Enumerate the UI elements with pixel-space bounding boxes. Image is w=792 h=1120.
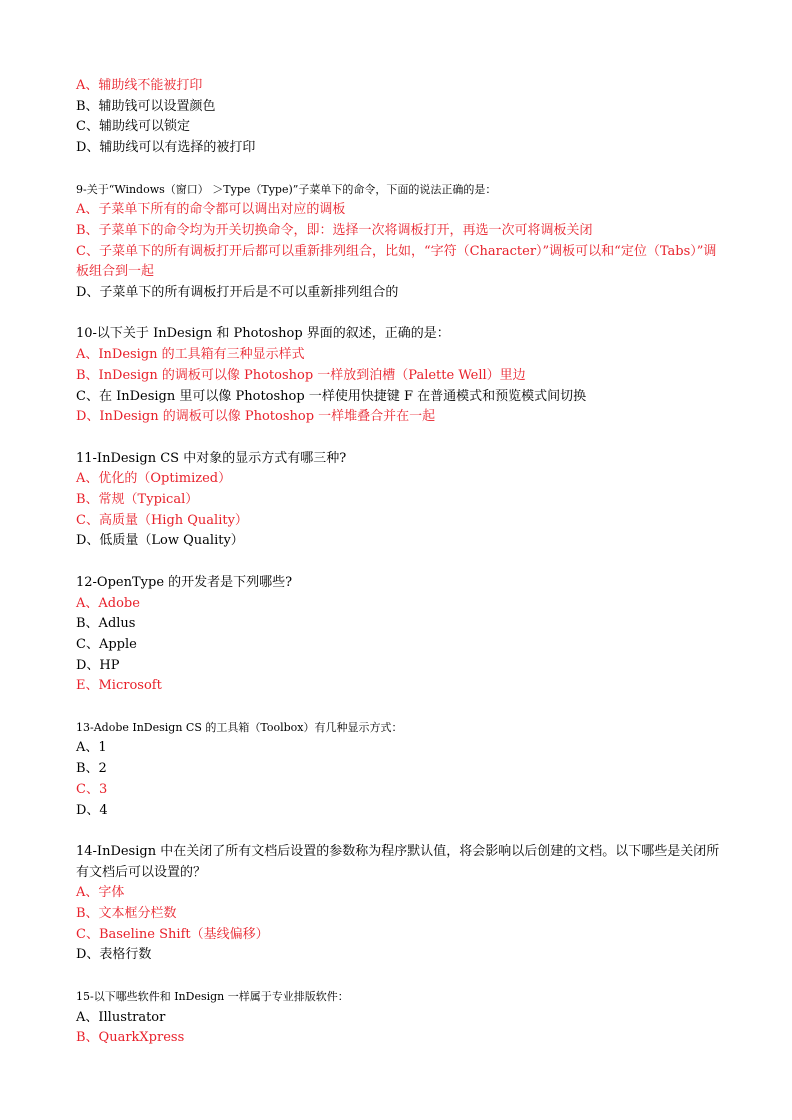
option-d: D、InDesign 的调板可以像 Photoshop 一样堆叠合并在一起 bbox=[76, 409, 436, 425]
option-c: C、Apple bbox=[76, 636, 137, 652]
option-a: A、1 bbox=[76, 740, 107, 756]
option-d: D、辅助线可以有选择的被打印 bbox=[76, 140, 256, 156]
document-page bbox=[76, 76, 726, 1049]
question-block-14 bbox=[76, 842, 726, 966]
question-9-text: 9-关于“Windows（窗口） ＞Type（Type)”子菜单下的命令，下面的说法正确的是： bbox=[76, 182, 497, 196]
option-a: A、优化的（Optimized） bbox=[76, 471, 232, 487]
question-block-12 bbox=[76, 573, 726, 697]
question-block-15 bbox=[76, 987, 726, 1049]
option-c: C、子菜单下的所有调板打开后都可以重新排列组合，比如，“字符（Character）”调板可以和“定位（Tabs）”调板组合到一起 bbox=[76, 243, 717, 280]
question-14-text: 14-InDesign 中在关闭了所有文档后设置的参数称为程序默认值，将会影响以后创建的文档。以下哪些是关闭所有文档后可以设置的？ bbox=[76, 843, 720, 880]
option-b: B、子菜单下的命令均为开关切换命令，即：选择一次将调板打开，再选一次可将调板关闭 bbox=[76, 222, 593, 238]
question-block-8-continued bbox=[76, 76, 726, 159]
spacer bbox=[76, 966, 726, 987]
option-e: E、Microsoft bbox=[76, 678, 162, 694]
spacer bbox=[76, 821, 726, 842]
option-d: D、HP bbox=[76, 657, 120, 673]
option-d: D、表格行数 bbox=[76, 947, 152, 963]
option-a: A、Adobe bbox=[76, 595, 140, 611]
question-11-text: 11-InDesign CS 中对象的显示方式有哪三种? bbox=[76, 450, 347, 466]
question-block-11 bbox=[76, 449, 726, 553]
option-c: C、Baseline Shift（基线偏移） bbox=[76, 926, 269, 942]
option-d: D、子菜单下的所有调板打开后是不可以重新排列组合的 bbox=[76, 285, 399, 301]
question-block-9 bbox=[76, 180, 726, 304]
question-10-text: 10-以下关于 InDesign 和 Photoshop 界面的叙述，正确的是： bbox=[76, 326, 450, 342]
question-15-text: 15-以下哪些软件和 InDesign 一样属于专业排版软件： bbox=[76, 989, 349, 1003]
option-a: A、Illustrator bbox=[76, 1009, 166, 1025]
option-b: B、Adlus bbox=[76, 616, 136, 632]
question-13-text: 13-Adobe InDesign CS 的工具箱（Toolbox）有几种显示方式： bbox=[76, 720, 403, 734]
spacer bbox=[76, 428, 726, 449]
option-c: C、3 bbox=[76, 781, 108, 797]
question-block-10 bbox=[76, 324, 726, 428]
option-c: C、在 InDesign 里可以像 Photoshop 一样使用快捷键 F 在普通模式和预览模式间切换 bbox=[76, 388, 587, 404]
option-b: B、2 bbox=[76, 761, 107, 777]
question-12-text: 12-OpenType 的开发者是下列哪些? bbox=[76, 574, 293, 590]
option-d: D、低质量（Low Quality） bbox=[76, 533, 244, 549]
option-a: A、辅助线不能被打印 bbox=[76, 78, 203, 93]
option-a: A、子菜单下所有的命令都可以调出对应的调板 bbox=[76, 202, 346, 218]
option-b: B、文本框分栏数 bbox=[76, 906, 177, 922]
option-a: A、InDesign 的工具箱有三种显示样式 bbox=[76, 347, 305, 363]
spacer bbox=[76, 159, 726, 180]
option-c: C、辅助线可以锁定 bbox=[76, 119, 190, 135]
option-d: D、4 bbox=[76, 802, 108, 818]
option-b: B、QuarkXpress bbox=[76, 1030, 185, 1046]
spacer bbox=[76, 552, 726, 573]
option-c: C、高质量（High Quality） bbox=[76, 512, 248, 528]
spacer bbox=[76, 304, 726, 325]
question-block-13 bbox=[76, 718, 726, 822]
option-b: B、InDesign 的调板可以像 Photoshop 一样放到泊槽（Palette Well）里边 bbox=[76, 367, 526, 383]
option-b: B、常规（Typical） bbox=[76, 492, 199, 508]
spacer bbox=[76, 697, 726, 718]
option-b: B、辅助钱可以设置颜色 bbox=[76, 98, 216, 114]
option-a: A、字体 bbox=[76, 885, 125, 901]
